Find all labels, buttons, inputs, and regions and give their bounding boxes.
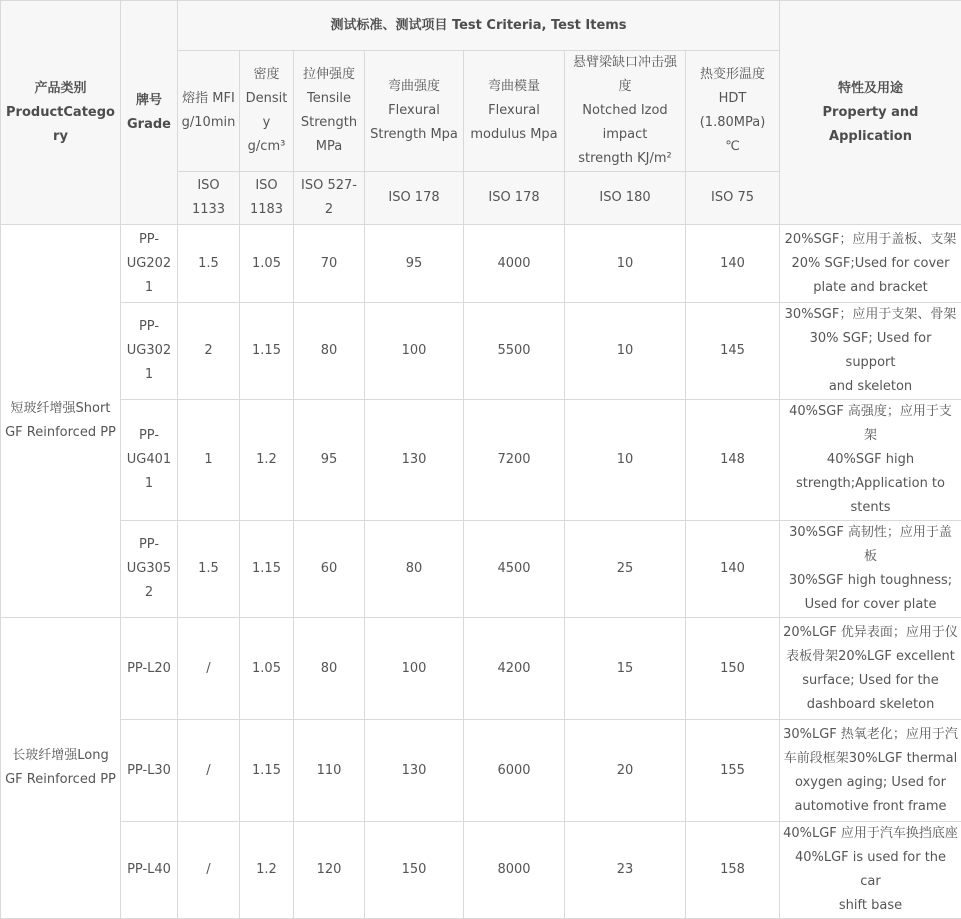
application-line: 30%SGF high toughness; [789, 573, 952, 588]
grade-cell [121, 400, 178, 521]
application-cell [780, 400, 961, 521]
density-value: 1.05 [240, 225, 294, 303]
table-row [1, 720, 961, 822]
hdt-label-unit: ℃ [725, 139, 740, 154]
flexural-strength-label-en-1: Flexural [388, 103, 440, 118]
tensile-standard: ISO 527-2 [294, 172, 365, 225]
application-line: surface; Used for the [802, 673, 939, 688]
hdt-label-en: HDT [719, 91, 747, 106]
flexural-strength-label-en-2: Strength Mpa [370, 127, 458, 142]
izod-value: 10 [565, 303, 686, 400]
flexural-modulus-value: 7200 [464, 400, 565, 521]
tensile-label-unit: MPa [316, 139, 342, 154]
application-line: stents [851, 500, 891, 515]
mfi-value: 1 [178, 400, 240, 521]
test-criteria-header: 测试标准、测试项目 Test Criteria, Test Items [178, 1, 780, 51]
grade-prefix: PP- [139, 232, 159, 247]
tensile-value: 110 [294, 720, 365, 822]
flexural-modulus-label-en-2: modulus Mpa [470, 127, 557, 142]
application-line: dashboard skeleton [807, 697, 935, 712]
flexural-modulus-value: 4500 [464, 521, 565, 618]
mfi-value: / [178, 822, 240, 919]
izod-label-en-2: impact [603, 127, 648, 142]
density-standard-1: ISO [255, 178, 277, 193]
application-line: and skeleton [829, 379, 912, 394]
grade-prefix: PP- [139, 428, 159, 443]
grade-code: UG3021 [127, 343, 171, 382]
flexural-modulus-value: 5500 [464, 303, 565, 400]
application-line: 20%LGF 优异表面；应用于仪 [783, 625, 958, 640]
grade-code: UG2021 [127, 256, 171, 295]
application-line: 40%SGF high [827, 452, 914, 467]
flexural-strength-header [365, 51, 464, 172]
table-row [1, 618, 961, 720]
mfi-standard: ISO 1133 [178, 172, 240, 225]
flexural-strength-value: 100 [365, 618, 464, 720]
grade-code: UG4011 [127, 452, 171, 491]
flexural-modulus-value: 4000 [464, 225, 565, 303]
hdt-standard: ISO 75 [686, 172, 780, 225]
izod-standard: ISO 180 [565, 172, 686, 225]
flexural-strength-value: 100 [365, 303, 464, 400]
izod-value: 10 [565, 400, 686, 521]
table-row [1, 822, 961, 919]
application-line: plate and bracket [813, 280, 928, 295]
table-row [1, 225, 961, 303]
application-line: 30%LGF 热氧老化；应用于汽 [783, 727, 958, 742]
grade-code: UG3052 [127, 561, 171, 600]
hdt-header [686, 51, 780, 172]
category-long-zh: 长玻纤增强Long [12, 748, 108, 763]
table-row [1, 521, 961, 618]
izod-header [565, 51, 686, 172]
flexural-modulus-value: 4200 [464, 618, 565, 720]
application-line: 40%SGF 高强度；应用于支架 [789, 404, 952, 443]
application-cell [780, 618, 961, 720]
flexural-modulus-value: 6000 [464, 720, 565, 822]
application-line: shift base [839, 898, 902, 913]
grade-prefix: PP- [139, 319, 159, 334]
mfi-value: / [178, 618, 240, 720]
tensile-value: 80 [294, 303, 365, 400]
mfi-value: 1.5 [178, 225, 240, 303]
table-row [1, 303, 961, 400]
hdt-value: 140 [686, 521, 780, 618]
hdt-value: 140 [686, 225, 780, 303]
izod-value: 20 [565, 720, 686, 822]
mfi-value: / [178, 720, 240, 822]
application-cell [780, 521, 961, 618]
density-label-en: Density [246, 91, 288, 130]
grade-cell: PP-L40 [121, 822, 178, 919]
izod-value: 10 [565, 225, 686, 303]
hdt-value: 148 [686, 400, 780, 521]
grade-prefix: PP- [139, 537, 159, 552]
izod-value: 25 [565, 521, 686, 618]
mfi-header [178, 51, 240, 172]
density-label-zh: 密度 [253, 67, 279, 82]
flexural-strength-label-zh: 弯曲强度 [388, 79, 440, 94]
izod-label-en-3: strength KJ/m² [578, 151, 672, 166]
category-cell-long-gf [1, 618, 121, 919]
flexural-modulus-header [464, 51, 565, 172]
izod-label-zh: 悬臂梁缺口冲击强度 [573, 55, 677, 94]
application-line: 40%LGF is used for the car [795, 850, 946, 889]
tensile-value: 70 [294, 225, 365, 303]
application-cell [780, 822, 961, 919]
application-line: 表板骨架20%LGF excellent [786, 649, 955, 664]
category-short-zh: 短玻纤增强Short [11, 401, 111, 416]
flexural-strength-value: 95 [365, 225, 464, 303]
tensile-value: 120 [294, 822, 365, 919]
table-row [1, 400, 961, 521]
application-cell [780, 225, 961, 303]
flexural-strength-value: 130 [365, 400, 464, 521]
flexural-strength-value: 150 [365, 822, 464, 919]
density-value: 1.2 [240, 822, 294, 919]
category-short-en: GF Reinforced PP [5, 425, 116, 440]
flexural-strength-standard: ISO 178 [365, 172, 464, 225]
tensile-label-zh: 拉伸强度 [303, 67, 355, 82]
tensile-value: 95 [294, 400, 365, 521]
application-cell [780, 303, 961, 400]
application-line: oxygen aging; Used for [795, 775, 946, 790]
density-value: 1.15 [240, 303, 294, 400]
grade-cell [121, 521, 178, 618]
density-standard-2: 1183 [250, 202, 283, 217]
hdt-value: 158 [686, 822, 780, 919]
mfi-value: 1.5 [178, 521, 240, 618]
application-line: automotive front frame [795, 799, 947, 814]
grade-cell: PP-L30 [121, 720, 178, 822]
flexural-modulus-standard: ISO 178 [464, 172, 565, 225]
hdt-value: 145 [686, 303, 780, 400]
property-header-en: Property and Application [823, 105, 919, 144]
application-line: strength;Application to [796, 476, 945, 491]
grade-cell: PP-L20 [121, 618, 178, 720]
hdt-value: 155 [686, 720, 780, 822]
property-header [780, 1, 961, 225]
flexural-strength-value: 130 [365, 720, 464, 822]
grade-header-zh: 牌号 [136, 93, 162, 108]
density-value: 1.2 [240, 400, 294, 521]
tensile-label-en-1: Tensile [307, 91, 351, 106]
density-value: 1.05 [240, 618, 294, 720]
category-cell-short-gf [1, 225, 121, 618]
property-header-zh: 特性及用途 [838, 81, 903, 96]
flexural-modulus-label-zh: 弯曲模量 [488, 79, 540, 94]
tensile-value: 80 [294, 618, 365, 720]
header-row-1 [1, 1, 961, 51]
izod-value: 15 [565, 618, 686, 720]
category-header-en: ProductCategory [6, 105, 115, 144]
grade-header [121, 1, 178, 225]
tensile-header [294, 51, 365, 172]
application-line: 30%SGF；应用于支架、骨架 [785, 307, 957, 322]
application-line: 30% SGF; Used for support [810, 331, 932, 370]
category-long-en: GF Reinforced PP [5, 772, 116, 787]
density-value: 1.15 [240, 521, 294, 618]
flexural-modulus-value: 8000 [464, 822, 565, 919]
hdt-value: 150 [686, 618, 780, 720]
density-header [240, 51, 294, 172]
mfi-label-zh: 熔指 MFI [182, 91, 235, 106]
application-line: 20%SGF；应用于盖板、支架 [785, 232, 957, 247]
grade-cell [121, 225, 178, 303]
application-line: 车前段框架30%LGF thermal [784, 751, 958, 766]
mfi-value: 2 [178, 303, 240, 400]
flexural-modulus-label-en-1: Flexural [488, 103, 540, 118]
category-header-zh: 产品类别 [34, 81, 86, 96]
mfi-label-unit: g/10min [182, 115, 236, 130]
tensile-label-en-2: Strength [301, 115, 357, 130]
density-standard [240, 172, 294, 225]
application-line: 20% SGF;Used for cover [792, 256, 950, 271]
application-line: 30%SGF 高韧性；应用于盖板 [789, 525, 952, 564]
density-value: 1.15 [240, 720, 294, 822]
application-line: 40%LGF 应用于汽车换挡底座 [783, 826, 958, 841]
application-cell [780, 720, 961, 822]
category-header [1, 1, 121, 225]
tensile-value: 60 [294, 521, 365, 618]
hdt-label-condition: (1.80MPa) [700, 115, 766, 130]
application-line: Used for cover plate [805, 597, 937, 612]
grade-cell [121, 303, 178, 400]
izod-label-en-1: Notched Izod [582, 103, 667, 118]
hdt-label-zh: 热变形温度 [700, 67, 765, 82]
flexural-strength-value: 80 [365, 521, 464, 618]
grade-header-en: Grade [127, 117, 171, 132]
izod-value: 23 [565, 822, 686, 919]
density-label-unit: g/cm³ [248, 139, 286, 154]
